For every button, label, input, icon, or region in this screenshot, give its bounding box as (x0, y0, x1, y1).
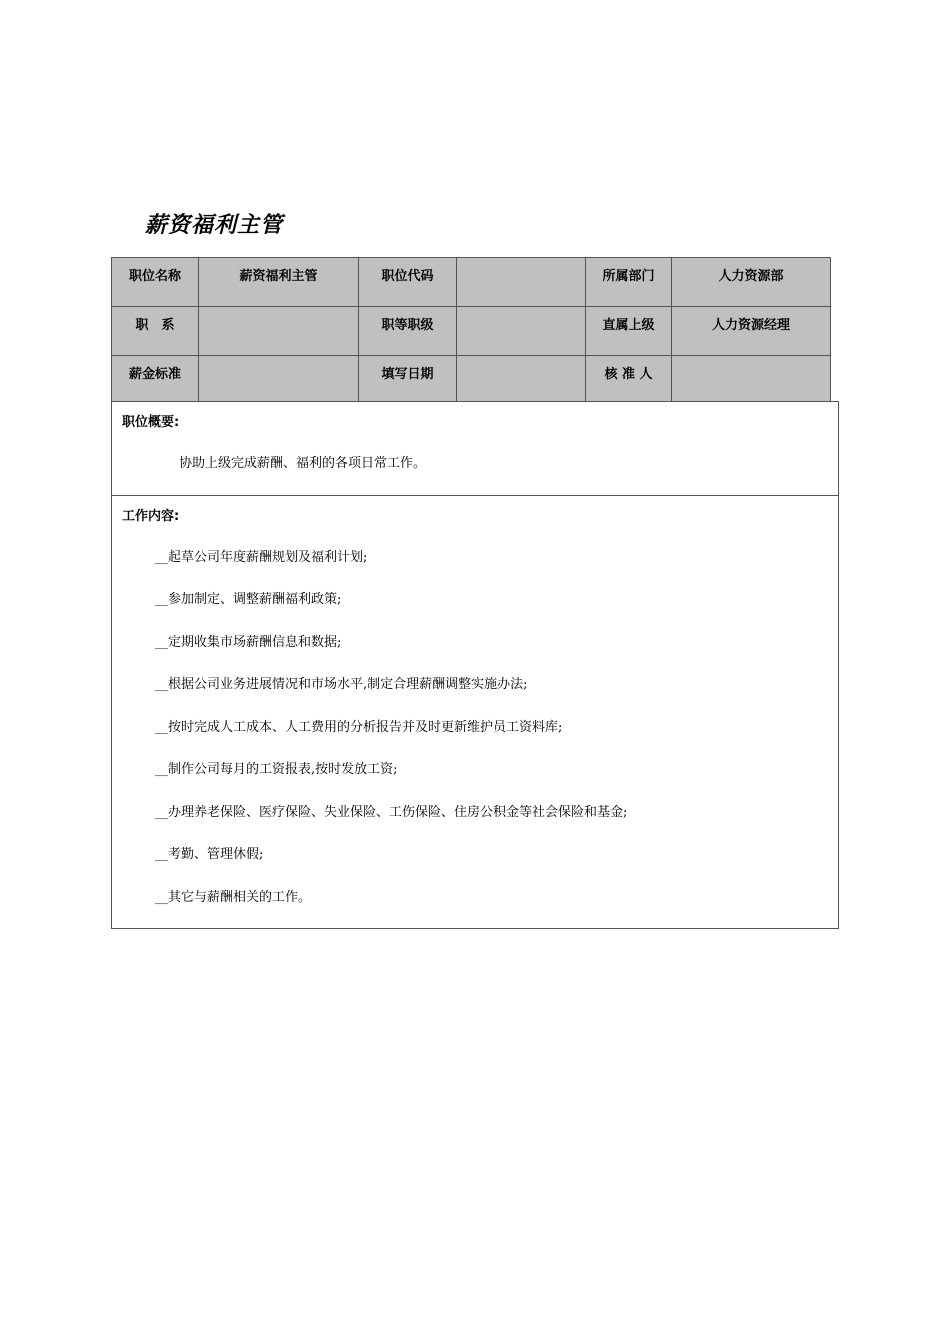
list-item: __起草公司年度薪酬规划及福利计划; (155, 550, 368, 565)
list-item: __按时完成人工成本、人工费用的分析报告并及时更新维护员工资料库; (155, 720, 563, 735)
table-row (112, 307, 831, 356)
value-job-family (199, 307, 359, 356)
list-item: __参加制定、调整薪酬福利政策; (155, 592, 342, 607)
value-grade (457, 307, 586, 356)
label-job-family: 职 系 (112, 307, 199, 356)
value-supervisor: 人力资源经理 (672, 307, 831, 356)
duties-label: 工作内容: (122, 509, 180, 524)
document-title: 薪资福利主管 (145, 213, 284, 238)
label-approver: 核 准 人 (586, 356, 672, 405)
list-item: __根据公司业务进展情况和市场水平,制定合理薪酬调整实施办法; (155, 677, 528, 692)
value-fill-date (457, 356, 586, 405)
label-position-code: 职位代码 (359, 258, 457, 307)
value-position-name: 薪资福利主管 (199, 258, 359, 307)
table-row (112, 356, 831, 405)
job-info-table (111, 257, 831, 405)
summary-label: 职位概要: (122, 415, 180, 430)
label-position-name: 职位名称 (112, 258, 199, 307)
label-supervisor: 直属上级 (586, 307, 672, 356)
value-salary-standard (199, 356, 359, 405)
value-position-code (457, 258, 586, 307)
label-fill-date: 填写日期 (359, 356, 457, 405)
list-item: __定期收集市场薪酬信息和数据; (155, 635, 342, 650)
job-duties-section (111, 495, 839, 929)
list-item: __其它与薪酬相关的工作。 (155, 890, 312, 905)
label-salary-standard: 薪金标准 (112, 356, 199, 405)
label-department: 所属部门 (586, 258, 672, 307)
position-summary-section (111, 401, 839, 496)
list-item: __制作公司每月的工资报表,按时发放工资; (155, 762, 398, 777)
value-approver (672, 356, 831, 405)
summary-text: 协助上级完成薪酬、福利的各项日常工作。 (179, 456, 427, 471)
list-item: __办理养老保险、医疗保险、失业保险、工伤保险、住房公积金等社会保险和基金; (155, 805, 628, 820)
list-item: __考勤、管理休假; (155, 847, 264, 862)
value-department: 人力资源部 (672, 258, 831, 307)
table-row (112, 258, 831, 307)
label-grade: 职等职级 (359, 307, 457, 356)
